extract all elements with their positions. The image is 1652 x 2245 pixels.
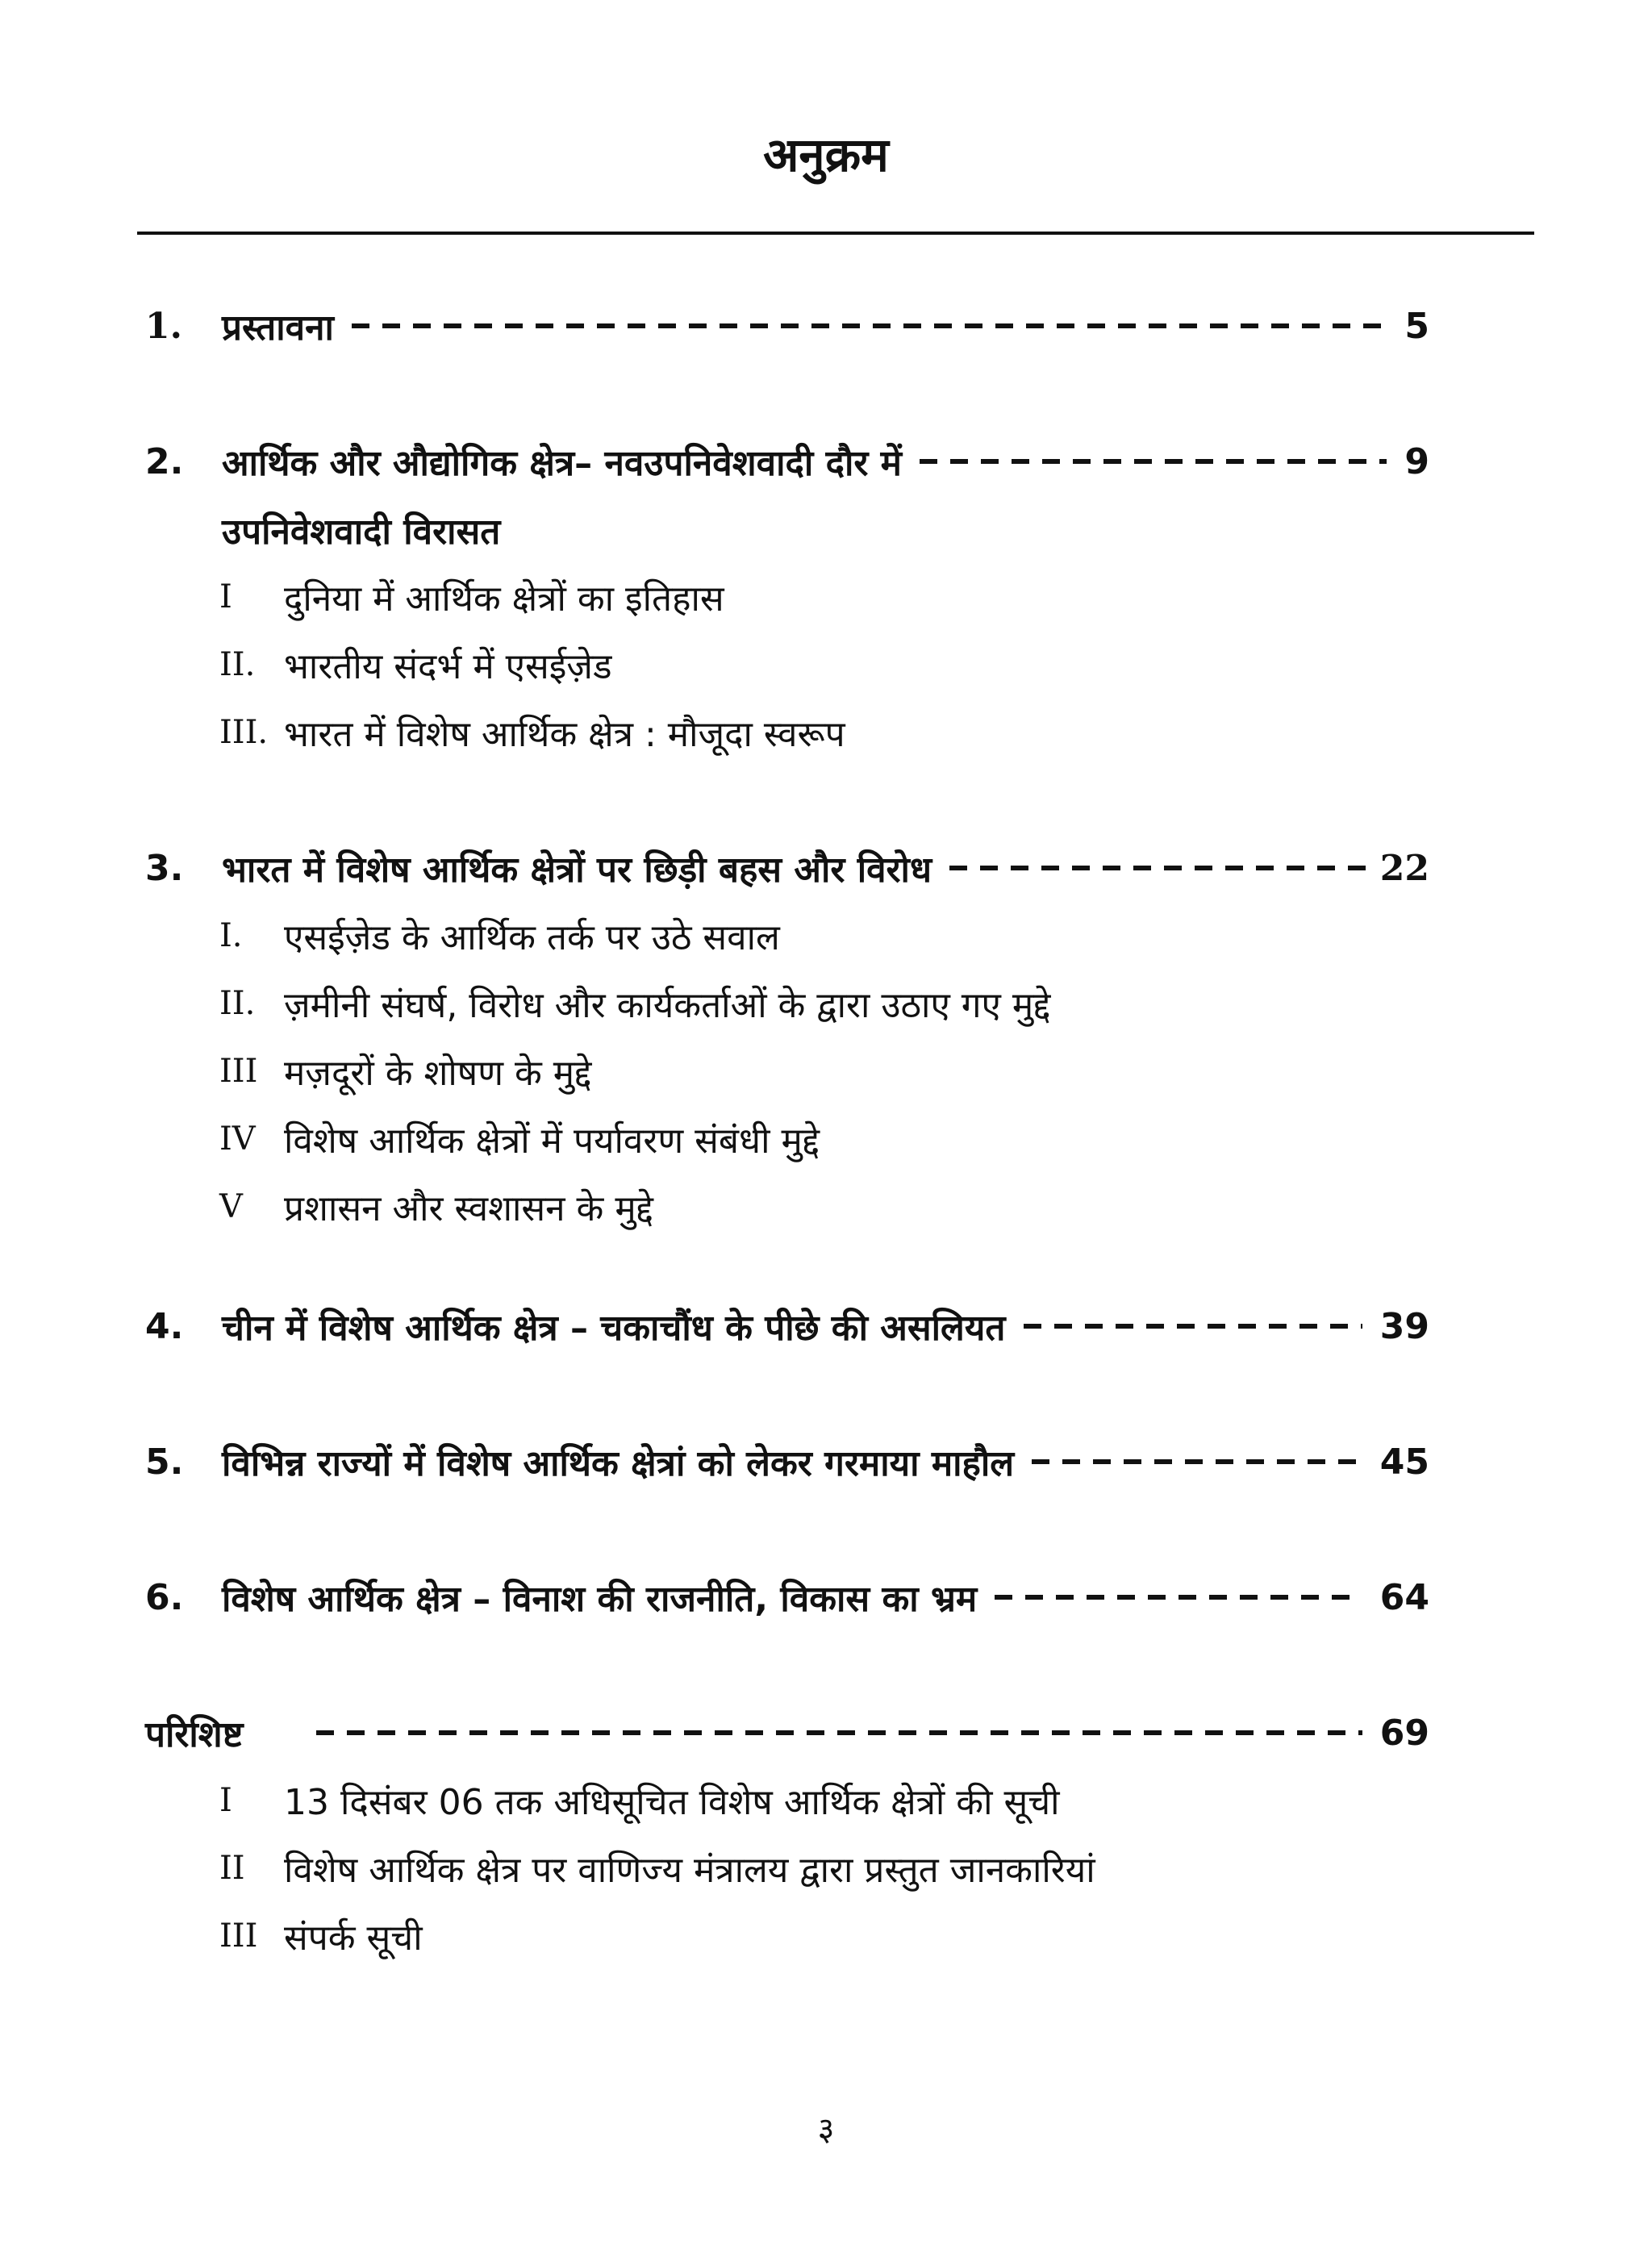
toc-entry-6[interactable] (145, 1571, 1429, 1623)
roman-numeral: V (219, 1188, 243, 1225)
toc-entry-5[interactable] (145, 1436, 1429, 1488)
dot-leader (949, 866, 1377, 870)
entry-title: चीन में विशेष आर्थिक क्षेत्र – चकाचौंध के पीछे की असलियत (222, 1308, 1006, 1349)
dot-leader (1032, 1459, 1362, 1464)
entry-title: प्रस्तावना (222, 307, 334, 348)
entry-number: 3. (145, 847, 184, 889)
title-rule (137, 232, 1534, 235)
dot-leader (1024, 1324, 1362, 1329)
sub-item[interactable] (219, 1045, 591, 1097)
sub-item-text: भारतीय संदर्भ में एसईज़ेड (284, 646, 612, 687)
entry-title: विशेष आर्थिक क्षेत्र – विनाश की राजनीति, विकास का भ्रम (222, 1579, 978, 1620)
page-number: 45 (1379, 1441, 1429, 1483)
sub-item-text: भारत में विशेष आर्थिक क्षेत्र : मौजूदा स्वरूप (284, 714, 845, 755)
roman-numeral: I. (219, 917, 243, 954)
sub-item[interactable] (219, 1842, 1095, 1894)
sub-item[interactable] (219, 1181, 653, 1233)
sub-item-text: एसईज़ेड के आर्थिक तर्क पर उठे सवाल (284, 917, 780, 958)
toc-entry-3[interactable] (145, 842, 1429, 894)
sub-item[interactable] (219, 571, 724, 623)
entry-number: 2. (145, 440, 184, 482)
roman-numeral: I (219, 578, 232, 615)
dot-leader (316, 1730, 1362, 1735)
sub-item[interactable] (219, 910, 780, 962)
page-number: 64 (1379, 1576, 1429, 1618)
dot-leader (920, 459, 1387, 464)
entry-title: विभिन्न राज्यों में विशेष आर्थिक क्षेत्रां को लेकर गरमाया माहौल (222, 1443, 1015, 1484)
sub-item[interactable] (219, 707, 845, 758)
sub-item[interactable] (219, 639, 612, 691)
roman-numeral: II (219, 1850, 245, 1887)
sub-item-text: विशेष आर्थिक क्षेत्र पर वाणिज्य मंत्रालय द्वारा प्रस्तुत जानकारियां (284, 1850, 1095, 1891)
entry-number: 1. (145, 305, 182, 347)
toc-entry-2[interactable] (145, 436, 1429, 487)
sub-item[interactable] (219, 1113, 820, 1165)
roman-numeral: II. (219, 985, 256, 1022)
dot-leader (352, 323, 1387, 328)
roman-numeral: I (219, 1782, 232, 1819)
roman-numeral: III (219, 1917, 258, 1955)
page-title: अनुक्रम (763, 127, 889, 182)
entry-number: 5. (145, 1441, 184, 1483)
page-number: 9 (1404, 440, 1429, 482)
entry-title: परिशिष्ट (145, 1714, 244, 1755)
toc-entry-1[interactable] (145, 300, 1429, 352)
sub-item-text: मज़दूरों के शोषण के मुद्दे (284, 1053, 592, 1094)
sub-item-text: दुनिया में आर्थिक क्षेत्रों का इतिहास (284, 578, 724, 620)
entry-number: 4. (145, 1305, 184, 1347)
sub-item-text: संपर्क सूची (284, 1917, 423, 1959)
page-folio: ३ (817, 2111, 835, 2148)
toc-entry-appendix[interactable] (145, 1707, 1429, 1759)
entry-title: आर्थिक और औद्योगिक क्षेत्र– नवउपनिवेशवादी दौर में (222, 443, 902, 484)
dot-leader (995, 1595, 1362, 1600)
entry-number: 6. (145, 1576, 184, 1618)
roman-numeral: IV (219, 1120, 256, 1158)
sub-item[interactable] (219, 1775, 1060, 1826)
sub-item[interactable] (219, 1910, 423, 1962)
sub-item[interactable] (219, 978, 1050, 1029)
roman-numeral: II. (219, 646, 256, 683)
roman-numeral: III. (219, 714, 269, 751)
sub-item-text: प्रशासन और स्वशासन के मुद्दे (284, 1188, 653, 1229)
sub-item-text: 13 दिसंबर 06 तक अधिसूचित विशेष आर्थिक क्षेत्रों की सूची (284, 1782, 1060, 1823)
page-number: 22 (1379, 847, 1429, 889)
toc-entry-4[interactable] (145, 1300, 1429, 1352)
sub-item-text: ज़मीनी संघर्ष, विरोध और कार्यकर्ताओं के द्वारा उठाए गए मुद्दे (284, 985, 1051, 1026)
roman-numeral: III (219, 1053, 258, 1090)
page-number: 5 (1404, 305, 1429, 347)
page-number: 69 (1379, 1712, 1429, 1754)
entry-title: भारत में विशेष आर्थिक क्षेत्रों पर छिड़ी बहस और विरोध (222, 849, 932, 891)
entry-title-continuation: उपनिवेशवादी विरासत (222, 511, 501, 553)
sub-item-text: विशेष आर्थिक क्षेत्रों में पर्यावरण संबंधी मुद्दे (284, 1120, 820, 1162)
page-number: 39 (1379, 1305, 1429, 1347)
